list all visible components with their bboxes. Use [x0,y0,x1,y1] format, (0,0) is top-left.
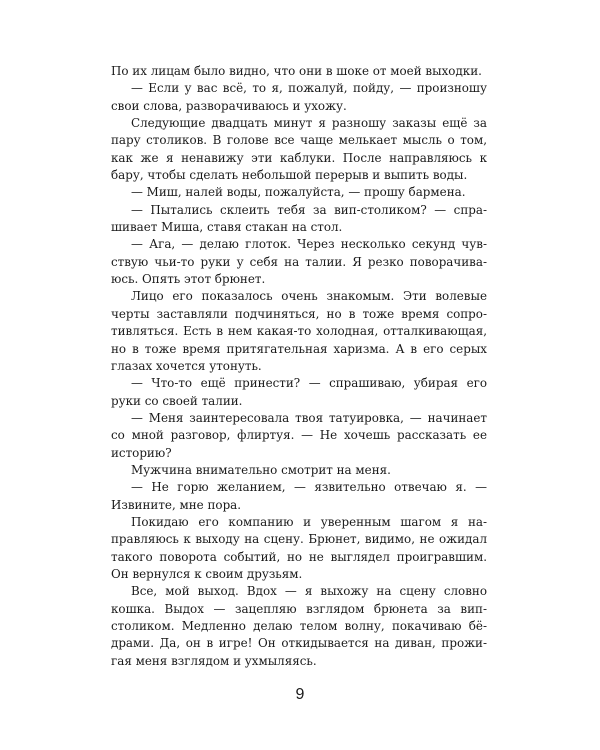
paragraph: Покидаю его компанию и уверенным шагом я направляюсь к выходу на сцену. Брюнет, видимо, не ожидал такого поворота событий, но не выглядел проигравшим. Он вернулся к своим друзьям. [111,514,487,581]
page-number: 9 [295,686,305,703]
paragraph: — Что-то ещё принести? — спрашиваю, убирая его руки со своей талии. [111,376,487,408]
paragraph: Все, мой выход. Вдох — я выхожу на сцену словно кошка. Выдох — зацепляю взглядом брюнета за випстоликом. Медленно делаю телом волну, покачиваю бёдрами. Да, он в игре! Он откидывается на диван, прожигая меня взглядом и ухмыляясь. [111,584,487,668]
paragraph: — Если у вас всё, то я, пожалуй, пойду, — произношу свои слова, разворачиваюсь и ухожу. [111,81,487,113]
body-text [111,63,487,670]
paragraph: Лицо его показалось очень знакомым. Эти волевые черты заставляли подчиняться, но в тоже время сопротивляться. Есть в нем какая-то холодная, отталкивающая, но в тоже время притягательная харизма. А в его серых глазах хочется утонуть. [111,289,487,373]
paragraph: — Миш, налей воды, пожалуйста, — прошу бармена. [131,185,466,200]
paragraph: — Меня заинтересовала твоя татуировка, — начинает со мной разговор, флиртуя. — Не хочешь рассказать ее историю? [111,410,487,460]
paragraph: По их лицам было видно, что они в шоке от моей выходки. [111,64,482,78]
paragraph: Мужчина внимательно смотрит на меня. [131,462,391,477]
paragraph: — Пытались склеить тебя за вип-столиком? — спрашивает Миша, ставя стакан на стол. [111,202,487,235]
paragraph: — Не горю желанием, — язвительно отвечаю я. — Извините, мне пора. [111,480,487,512]
paragraph: Следующие двадцать минут я разношу заказы ещё за пару столиков. В голове все чаще мелькает мысль о том, как же я ненавижу эти каблуки. После направляюсь к бару, чтобы сделать небольшой перерыв и выпить воды. [111,116,487,183]
paragraph: — Ага, — делаю глоток. Через несколько секунд чувствую чьи-то руки у себя на талии. Я резко поворачиваюсь. Опять этот брюнет. [111,237,487,287]
